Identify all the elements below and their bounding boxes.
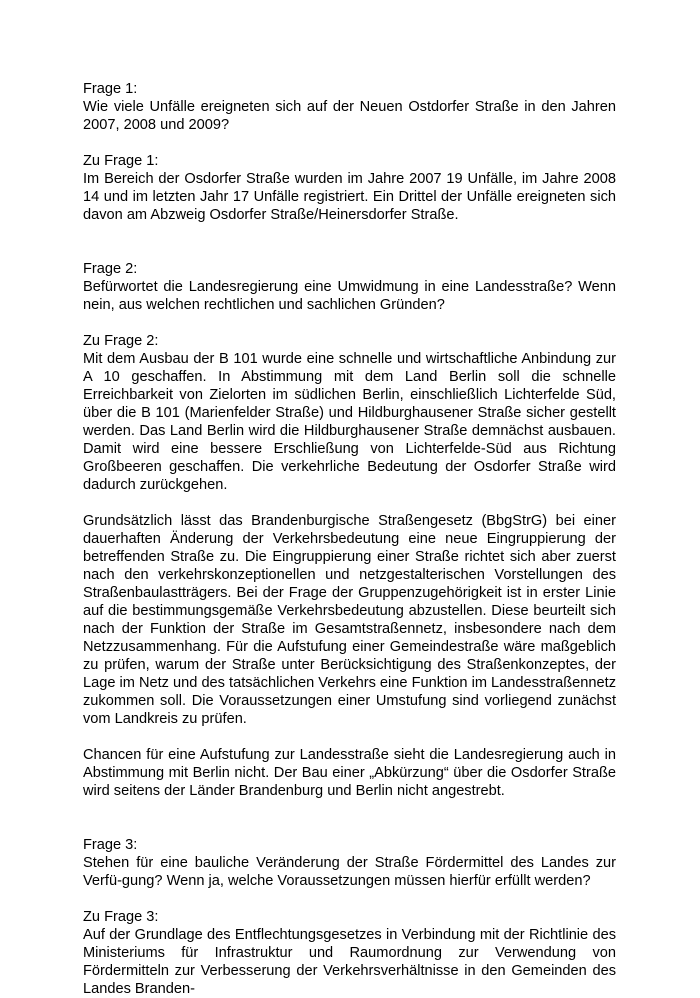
spacer [83,314,616,332]
document-page [83,80,616,998]
answer-2-paragraph-3: Chancen für eine Aufstufung zur Landesstraße sieht die Landesregierung auch in Abstimmung mit Berlin nicht. Der Bau einer „Abkürzung“ über die Osdorfer Straße wird seitens der Länder Brandenburg und Berlin nicht angestrebt. [83,747,616,799]
answer-2-paragraph-2: Grundsätzlich lässt das Brandenburgische Straßengesetz (BbgStrG) bei einer dauerhaften Änderung der Verkehrsbedeutung eine neue Eingruppierung der betreffenden Straße zu. Die Eingruppierung einer Straße richtet sich aber zuerst nach den verkehrskonzeptionellen und netzgestalterischen Vorstellungen des Straßenbaulastträgers. Bei der Frage der Gruppenzugehörigkeit ist in erster Linie auf die bestimmungsgemäße Verkehrsbedeutung abzustellen. Diese beurteilt sich nach der Funktion der Straße im Gesamtstraßennetz, insbesondere nach dem Netzzusammenhang. Für die Aufstufung einer Gemeindestraße wäre maßgeblich zu prüfen, warum der Straße unter Berücksichtigung des Straßenkonzeptes, der Lage im Netz und des tatsächlichen Verkehrs eine Funktion im Landesstraßennetz zukommen soll. Die Voraussetzungen einer Umstufung sind vorliegend zunächst vom Landkreis zu prüfen. [83,513,616,727]
question-1-text: Wie viele Unfälle ereigneten sich auf der Neuen Ostdorfer Straße in den Jahren 2007, 2008 und 2009? [83,99,616,133]
answer-3-text: Auf der Grundlage des Entflechtungsgesetzes in Verbindung mit der Richtlinie des Ministeriums für Infrastruktur und Raumordnung zur Verwendung von Fördermitteln zur Verbesserung der Verkehrsverhältnisse in den Gemeinden des Landes Branden- [83,927,616,997]
answer-2-label: Zu Frage 2: [83,333,159,349]
spacer [83,800,616,836]
answer-1-label: Zu Frage 1: [83,153,159,169]
answer-1-text: Im Bereich der Osdorfer Straße wurden im Jahre 2007 19 Unfälle, im Jahre 2008 14 und im letzten Jahr 17 Unfälle registriert. Ein Drittel der Unfälle ereigneten sich davon am Abzweig Osdorfer Straße/Heinersdorfer Straße. [83,171,616,223]
spacer [83,494,616,512]
spacer [83,728,616,746]
answer-2-paragraph-1: Mit dem Ausbau der B 101 wurde eine schnelle und wirtschaftliche Anbindung zur A 10 geschaffen. In Abstimmung mit dem Land Berlin soll die schnelle Erreichbarkeit von Zielorten im südlichen Berlin, einschließlich Lichterfelde Süd, über die B 101 (Marienfelder Straße) und Hildburghausener Straße sicher gestellt werden. Das Land Berlin wird die Hildburghausener Straße demnächst ausbauen. Damit wird eine bessere Erschließung von Lichterfelde-Süd aus Richtung Großbeeren geschaffen. Die verkehrliche Bedeutung der Osdorfer Straße wird dadurch zurückgehen. [83,351,616,493]
question-2-text: Befürwortet die Landesregierung eine Umwidmung in eine Landesstraße? Wenn nein, aus welchen rechtlichen und sachlichen Gründen? [83,279,616,313]
question-3-label: Frage 3: [83,837,138,853]
spacer [83,890,616,908]
question-1-label: Frage 1: [83,81,138,97]
question-2-label: Frage 2: [83,261,138,277]
spacer [83,224,616,260]
question-3-text: Stehen für eine bauliche Veränderung der Straße Fördermittel des Landes zur Verfü-gung? Wenn ja, welche Voraussetzungen müssen hierfür erfüllt werden? [83,855,616,889]
answer-3-label: Zu Frage 3: [83,909,159,925]
spacer [83,134,616,152]
